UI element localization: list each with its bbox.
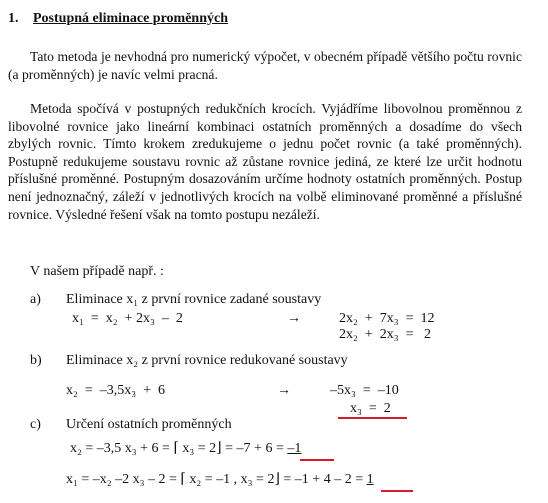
- step-c-equation-2: [66, 471, 374, 488]
- paragraph-intro-text: Tato metoda je nevhodná pro numerický výpočet, v obecném případě většího počtu rovnic (a proměnných) je navíc velmi pracná.: [8, 49, 522, 82]
- step-b-result-underline: [338, 417, 407, 419]
- step-b-label: b): [30, 353, 42, 368]
- paragraph-intro: [8, 48, 522, 83]
- step-b-result: x₃ = 2: [350, 401, 391, 416]
- step-b-arrow: →: [277, 383, 291, 398]
- example-intro: V našem případě např. :: [30, 264, 164, 279]
- step-c-equation-2-text: x₁ = –x₂ –2 x₃ – 2 = ⌈ x₂ = –1 , x₃ = 2⌋ = –1 + 4 – 2 =: [66, 472, 367, 487]
- step-a-arrow: →: [287, 311, 301, 326]
- step-c-equation-1-text: x₂ = –3,5 x₃ + 6 = ⌈ x₃ = 2⌋ = –7 + 6 =: [70, 441, 288, 456]
- step-c-equation-2-result: 1: [366, 472, 374, 487]
- step-a-right-equation-2: 2x₂ + 2x₃ = 2: [339, 327, 432, 342]
- section-title: Postupná eliminace proměnných: [33, 11, 228, 26]
- step-a-label: a): [30, 292, 41, 307]
- step-a-left-equation: x₁ = x₂ + 2x₃ – 2: [72, 311, 183, 326]
- step-c-equation-1: [70, 440, 301, 457]
- step-b-left-equation: x₂ = –3,5x₃ + 6: [66, 383, 166, 398]
- step-c-title: Určení ostatních proměnných: [66, 417, 232, 432]
- step-c-result-2-underline: [381, 490, 413, 492]
- step-c-result-1-underline: [300, 459, 334, 461]
- step-b-right-equation: –5x₃ = –10: [330, 383, 399, 398]
- step-b-title: Eliminace x₂ z první rovnice redukované soustavy: [66, 353, 348, 368]
- step-a-right-equation-1: 2x₂ + 7x₃ = 12: [339, 311, 435, 326]
- paragraph-method: [8, 100, 522, 223]
- section-number: 1.: [8, 11, 19, 26]
- step-a-title: Eliminace x₁ z první rovnice zadané soustavy: [66, 292, 322, 307]
- paragraph-method-text: Metoda spočívá v postupných redukčních krocích. Vyjádříme libovolnou proměnnou z libovolné rovnice jako lineární kombinaci ostatních proměnných a dosadíme do všech zbylých rovnic. Tímto krokem zredukujeme o jednu počet rovnic (a také proměnných). Postupně redukujeme soustavu rovnic až zůstane rovnice jediná, ze které lze určit hodnotu příslušné proměnné. Postupným dosazováním určíme hodnoty ostatních proměnných. Postup není jednoznačný, záleží v jednotlivých krocích na volbě eliminované proměnné a příslušné rovnice. Výsledné řešení však na tomto postupu nezáleží.: [8, 101, 522, 222]
- step-c-label: c): [30, 417, 41, 432]
- step-c-equation-1-result: –1: [287, 441, 302, 456]
